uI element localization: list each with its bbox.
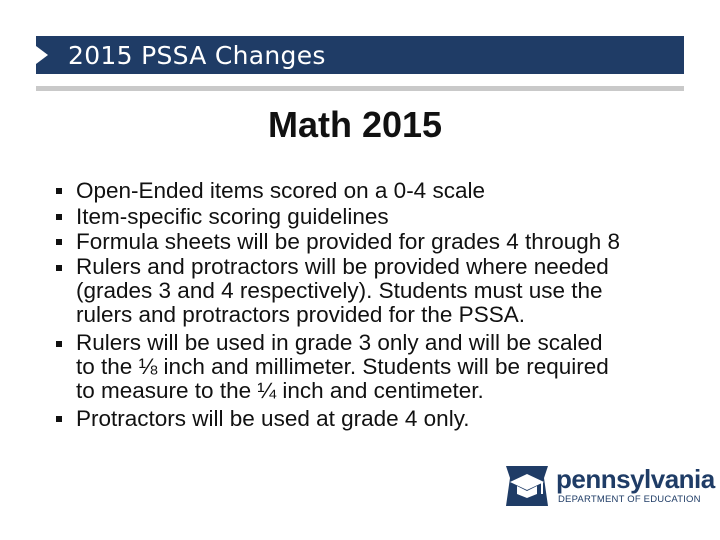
slide-title: Math 2015 [267,104,443,145]
bullet-text: (grades 3 and 4 respectively). Students must use the [76,277,603,303]
bullet-square-icon [56,239,62,245]
bullet-item [56,406,696,432]
bullet-text: Open-Ended items scored on a 0-4 scale [76,178,485,203]
bullet-item [56,229,696,255]
bullet-text: Item-specific scoring guidelines [76,203,389,229]
bullet-text: to measure to the ¼ inch and centimeter. [76,377,484,403]
bullet-item [56,331,696,403]
header-divider [36,86,684,91]
bullet-square-icon [56,265,62,271]
bullet-text: Rulers and protractors will be provided where needed [76,253,609,279]
bullet-square-icon [56,416,62,422]
keystone-graduation-cap-icon [502,462,552,510]
bullet-item [56,204,696,230]
bullet-text: Protractors will be used at grade 4 only. [76,405,470,431]
bullet-text: to the ⅛ inch and millimeter. Students will be required [76,353,609,379]
bullet-square-icon [56,341,62,347]
logo-subtitle: DEPARTMENT OF EDUCATION [558,494,701,505]
bullet-text: Rulers will be used in grade 3 only and will be scaled [76,329,603,355]
bullet-square-icon [56,188,62,194]
bullet-item [56,255,696,327]
bullet-text: rulers and protractors provided for the PSSA. [76,301,525,327]
pa-education-logo [502,462,715,510]
header-title: 2015 PSSA Changes [68,41,326,70]
bullet-text: Formula sheets will be provided for grades 4 through 8 [76,229,621,254]
header-arrow-icon [36,46,48,64]
bullet-item [56,178,696,204]
logo-wordmark: pennsylvania [556,464,715,494]
bullet-list [56,178,696,431]
bullet-square-icon [56,214,62,220]
